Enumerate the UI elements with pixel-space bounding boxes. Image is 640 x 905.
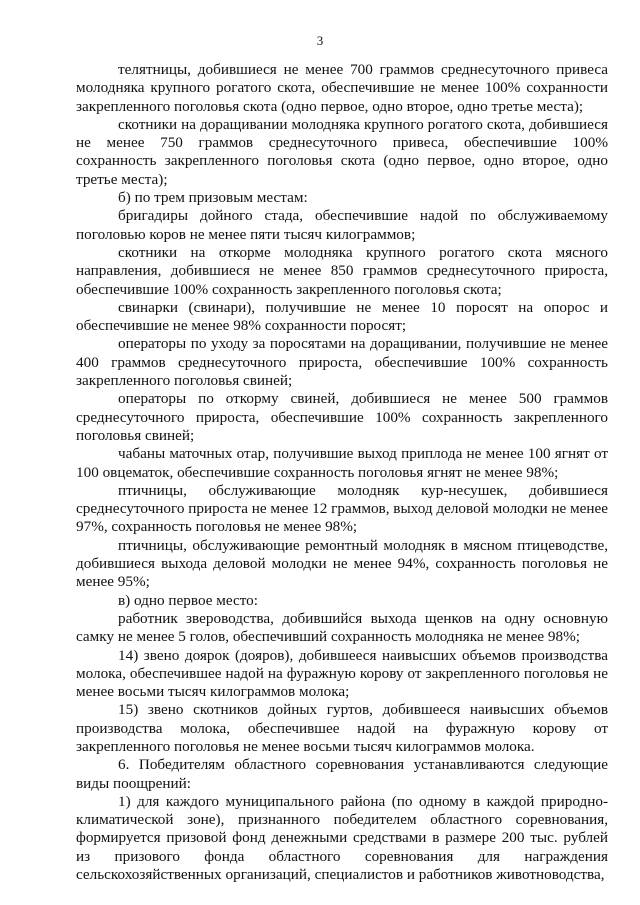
paragraph-poultry-layers: птичницы, обслуживающие молодняк кур-несушек, добившиеся среднесуточного прироста не менее 12 граммов, выход деловой молодки не менее 97%, сохранность поголовья не менее 98%;: [76, 481, 608, 536]
paragraph-section-6-item-1: 1) для каждого муниципального района (по одному в каждой природно-климатической зоне), признанного победителем областного соревнования, формируется призовой фонд денежными средствами в размере 200 тыс. рублей из призового фонда областного соревнования для награждения сельскохозяйственных организаций, специалистов и работников животноводства,: [76, 792, 608, 884]
paragraph-shepherds: чабаны маточных отар, получившие выход приплода не менее 100 ягнят от 100 овцематок, обеспечившие сохранность поголовья ягнят не менее 98%;: [76, 445, 608, 481]
paragraph-fur-farming: работник звероводства, добившийся выхода щенков на одну основную самку не менее 5 голов, обеспечивший сохранность молодняка не менее 98%;: [76, 609, 608, 646]
document-body: [76, 61, 608, 884]
paragraph-pig-fattening-operators: операторы по откорму свиней, добившиеся не менее 500 граммов среднесуточного прироста, обеспечившие 100% сохранность закрепленного поголовья свиней;: [76, 390, 608, 444]
paragraph-pig-keepers: свинарки (свинари), получившие не менее 10 поросят на опорос и обеспечившие не менее 98% сохранности поросят;: [76, 298, 608, 335]
paragraph-rearing-stockmen: скотники на доращивании молодняка крупного рогатого скота, добившиеся не менее 750 граммов среднесуточного привеса, обеспечившие 100% сохранность закрепленного поголовья скота (одно первое, одно второе, одно третье места);: [76, 115, 608, 188]
paragraph-poultry-meat: птичницы, обслуживающие ремонтный молодняк в мясном птицеводстве, добившиеся выхода деловой молодки не менее 94%, сохранность поголовья не менее 95%;: [76, 536, 608, 591]
paragraph-piglet-operators: операторы по уходу за поросятами на доращивании, получившие не менее 400 граммов среднесуточного прироста, обеспечившие 100% сохранность закрепленного поголовья свиней;: [76, 335, 608, 390]
paragraph-one-first-place: в) одно первое место:: [118, 591, 258, 609]
paragraph-three-prize-places: б) по трем призовым местам:: [118, 189, 308, 207]
paragraph-item-14: 14) звено доярок (дояров), добившееся наивысших объемов производства молока, обеспечившее надой на фуражную корову от закрепленного поголовья не менее восьми тысяч килограммов молока;: [76, 646, 608, 701]
paragraph-calf-keepers: телятницы, добившиеся не менее 700 граммов среднесуточного привеса молодняка крупного рогатого скота, обеспечившие не менее 100% сохранности закрепленного поголовья скота (одно первое, одно второе, одно третье места);: [76, 61, 608, 115]
paragraph-dairy-brigadiers: бригадиры дойного стада, обеспечившие надой по обслуживаемому поголовью коров не менее пяти тысяч килограммов;: [76, 207, 608, 243]
paragraph-fattening-stockmen: скотники на откорме молодняка крупного рогатого скота мясного направления, добившиеся не менее 850 граммов среднесуточного прироста, обеспечившие 100% сохранность закрепленного поголовья скота;: [76, 243, 608, 298]
paragraph-item-15: 15) звено скотников дойных гуртов, добившееся наивысших объемов производства молока, обеспечившее надой на фуражную корову от закрепленного поголовья не менее восьми тысяч килограммов молока.: [76, 701, 608, 755]
page-number: 3: [316, 33, 324, 48]
paragraph-section-6: 6. Победителям областного соревнования устанавливаются следующие виды поощрений:: [76, 756, 608, 792]
